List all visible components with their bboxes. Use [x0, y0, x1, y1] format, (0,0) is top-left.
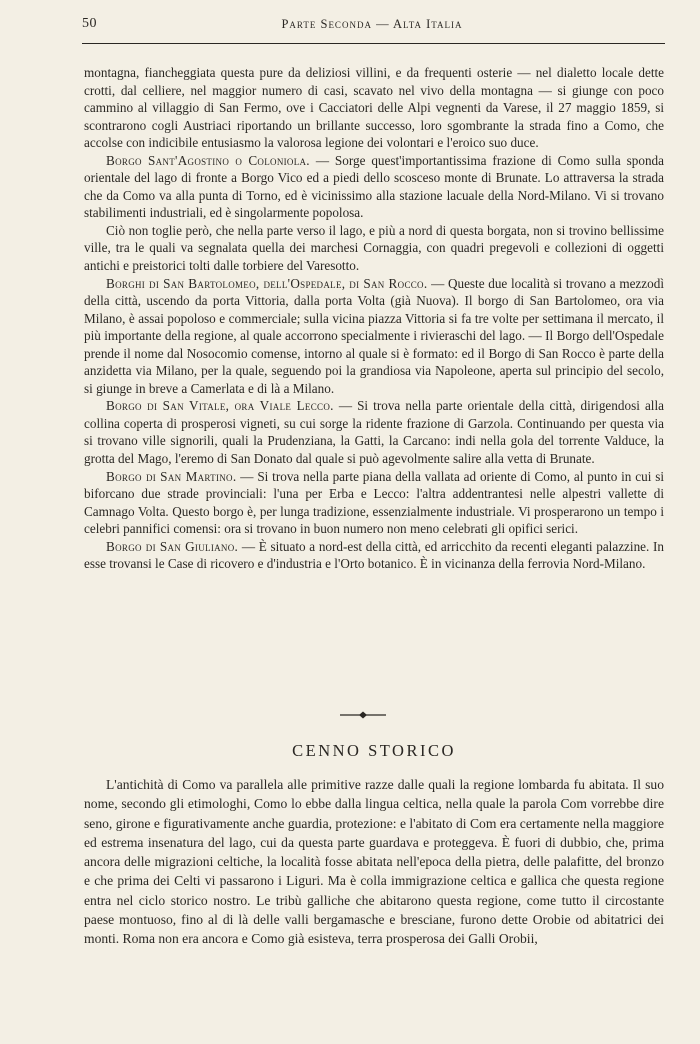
paragraph-text: montagna, fiancheggiata questa pure da deliziosi villini, e da frequenti osterie — nel dialetto locale dette crotti, dal celliere, nel maggior numero di casi, scavato nel vivo della montagna — si giunge con poco cammino al villaggio di San Fermo, ove i Cacciatori delle Alpi vegnenti da Varese, il 27 maggio 1859, si scontrarono cogli Austriaci riportando un brillante successo, loro sgombrante la strada fino a Como, che accolse con indicibile entusiasmo la valorosa legione dei volontari e l'eroico suo duce. [84, 65, 664, 151]
paragraph [84, 152, 664, 222]
header-rule [82, 43, 665, 44]
paragraph-text: Ciò non toglie però, che nella parte verso il lago, e più a nord di questa borgata, non si trovino bellissime ville, tra le quali va segnalata quella dei marchesi Cornaggia, con quadri pregevoli e collezioni di oggetti antichi e preistorici tolti dalle torbiere del Varesotto. [84, 222, 664, 274]
paragraph-text: — Si trova nella parte piana della vallata ad oriente di Como, al punto in cui si biforcano due strade provinciali: l'una per Erba e Lecco: l'altra addentrantesi nelle alpestri vallette di Camnago Volta. Questo borgo è, per lunga tradizione, essenzialmente industriale. Vi prosperarono un tempo i celebri pannifici comensi: ora si trovano in buon numero non meno celebrati gli opifici serici. [84, 468, 664, 537]
running-title: Parte Seconda — Alta Italia [281, 17, 463, 31]
paragraph-heading: Borgo di San Martino. [106, 468, 237, 484]
paragraph [84, 222, 664, 275]
paragraph [84, 275, 664, 398]
paragraph [84, 538, 664, 573]
history-text [84, 775, 664, 949]
running-head [82, 16, 662, 38]
rule-diamond-ornament-icon [340, 711, 386, 719]
paragraph [84, 64, 664, 152]
body-text [84, 64, 664, 573]
paragraph [84, 775, 664, 949]
paragraph-text: — È situato a nord-est della città, ed arricchito da recenti eleganti palazzine. In esse trovansi le Case di ricovero e d'industria e l'Orto botanico. È in vicinanza della ferrovia Nord-Milano. [84, 538, 664, 572]
paragraph-text: — Queste due località si trovano a mezzodì della città, uscendo da porta Vittoria, dalla porta Volta (già Nuova). Il borgo di San Bartolomeo, ora via Milano, è assai popoloso e commerciale; sulla vicina piazza Vittoria si fa tre volte per settimana il mercato, il più importante della regione, al quale accorrono specialmente i rivieraschi del lago. — Il Borgo dell'Ospedale prende il nome dal Nosocomio comense, intorno al quale si è formato: ed il Borgo di San Rocco è parte della anzidetta via Milano, per la quale, seguendo poi la grandiosa via Napoleone, aperta sul principio del secolo, si giunge in breve a Camerlata e di là a Milano. [84, 275, 664, 396]
paragraph-text: — Si trova nella parte orientale della città, dirigendosi alla collina coperta di prosperosi vigneti, su cui sorge la ridente frazione di Garzola. Continuando per questa via si trovano ville signorili, quali la Prudenziana, la Gatti, la Carcano: indi nella gola del torrente Valduce, la grotta del Mago, l'eremo di San Donato dal quale si può agevolmente salire alla vetta di Brunate. [84, 398, 664, 467]
paragraph [84, 397, 664, 467]
page-number: 50 [82, 16, 97, 31]
paragraph [84, 468, 664, 538]
paragraph-text: — Sorge quest'importantissima frazione di Como sulla sponda orientale del lago di fronte a Borgo Vico ed a piedi dello scosceso monte di Brunate. Lo attraversa la strada che da Como va alla punta di Torno, ed è vicinissimo alla stazione lacuale della Nord-Milano. Vi si trovano stabilimenti industriali, ed è singolarmente popolosa. [84, 152, 664, 221]
paragraph-heading: Borghi di San Bartolomeo, dell'Ospedale, di San Rocco. [106, 275, 428, 291]
section-title: CENNO STORICO [292, 741, 456, 760]
paragraph-text: L'antichità di Como va parallela alle primitive razze dalle quali la regione lombarda fu abitata. Il suo nome, secondo gli etimologhi, Como lo ebbe dalla lingua celtica, nella quale la parola Com vorrebbe dire seno, girone e figurativamente anche guardia, protezione: e l'abitato di Com era certamente nella maggiore ed estrema insenatura del lago, cui da questa parte guardava e proteggeva. È fuori di dubbio, che, prima ancora delle migrazioni celtiche, la località fosse abitata nell'epoca della pietra, delle palafitte, del bronzo e che prima dei Celti vi passarono i Liguri. Ma è colla immigrazione celtica e gallica che questa regione entra nel ciclo storico nostro. Le tribù galliche che abitarono questa regione, come tutto il circostante paese montuoso, fino al di là delle valli bergamasche e bresciane, furono dette Orobie od abitatrici dei monti. Roma non era ancora e Como già esisteva, terra prosperosa dei Galli Orobii, [84, 777, 664, 947]
paragraph-heading: Borgo di San Giuliano. [106, 538, 239, 554]
paragraph-heading: Borgo Sant'Agostino o Coloniola. [106, 152, 310, 168]
paragraph-heading: Borgo di San Vitale, ora Viale Lecco. [106, 398, 334, 414]
